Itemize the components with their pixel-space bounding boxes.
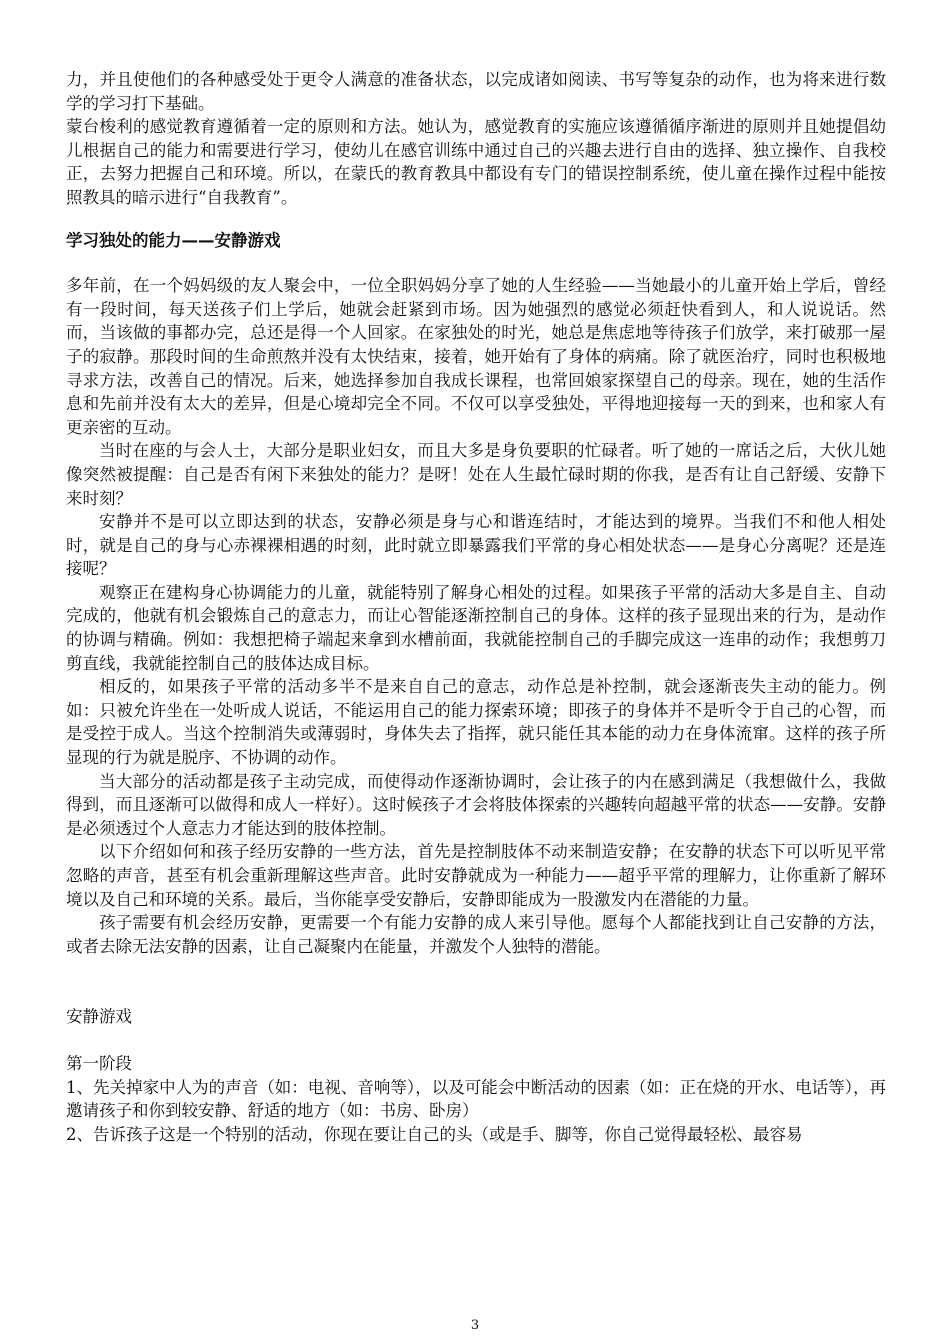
document-page	[66, 68, 886, 1146]
paragraph: 蒙台梭利的感觉教育遵循着一定的原则和方法。她认为，感觉教育的实施应该遵循循序渐进的原则并且她提倡幼儿根据自己的能力和需要进行学习，使幼儿在感官训练中通过自己的兴趣去进行自由的选择、独立操作、自我校正，去努力把握自己和环境。所以，在蒙氏的教育教具中都设有专门的错误控制系统，使儿童在操作过程中能按照教具的暗示进行“自我教育”。	[66, 117, 886, 207]
paragraph: 相反的，如果孩子平常的活动多半不是来自自己的意志，动作总是补控制，就会逐渐丧失主动的能力。例如：只被允许坐在一处听成人说话，不能运用自己的能力探索环境；即孩子的身体并不是听令于自己的心智，而是受控于成人。当这个控制消失或薄弱时，身体失去了指挥，就只能任其本能的动力在身体流窜。这样的孩子所显现的行为就是脱序、不协调的动作。	[66, 677, 886, 768]
paragraph: 当大部分的活动都是孩子主动完成，而使得动作逐渐协调时，会让孩子的内在感到满足（我想做什么，我做得到，而且逐渐可以做得和成人一样好）。这时候孩子才会将肢体探索的兴趣转向超越平常的状态——安静。安静是必须透过个人意志力才能达到的肢体控制。	[66, 771, 886, 838]
stage-title: 第一阶段	[66, 1053, 132, 1073]
paragraph: 观察正在建构身心协调能力的儿童，就能特别了解身心相处的过程。如果孩子平常的活动大多是自主、自动完成的，他就有机会锻炼自己的意志力，而让心智能逐渐控制自己的身体。这样的孩子显现出来的行为，是动作的协调与精确。例如：我想把椅子端起来拿到水槽前面，我就能控制自己的手脚完成这一连串的动作；我想剪刀剪直线，我就能控制自己的肢体达成目标。	[66, 582, 886, 673]
spacer	[66, 1029, 886, 1052]
paragraph: 以下介绍如何和孩子经历安静的一些方法，首先是控制肢体不动来制造安静；在安静的状态下可以听见平常忽略的声音，甚至有机会重新理解这些声音。此时安静就成为一种能力——超乎平常的理解力，让你重新了解环境以及自己和环境的关系。最后，当你能享受安静后，安静即能成为一股激发内在潜能的力量。	[66, 842, 886, 909]
paragraph: 当时在座的与会人士，大部分是职业妇女，而且大多是身负要职的忙碌者。听了她的一席话之后，大伙儿她像突然被提醒：自己是否有闲下来独处的能力？是呀！处在人生最忙碌时期的你我，是否有让自己舒缓、安静下来时刻？	[66, 441, 886, 508]
paragraph: 安静并不是可以立即达到的状态，安静必须是身与心和谐连结时，才能达到的境界。当我们不和他人相处时，就是自己的身与心赤裸裸相遇的时刻，此时就立即暴露我们平常的身心相处状态——是身心分离呢？还是连接呢？	[66, 512, 886, 579]
game-title: 安静游戏	[66, 1007, 132, 1027]
page-number: 3	[470, 1318, 480, 1333]
spacer	[66, 210, 886, 229]
paragraph: 孩子需要有机会经历安静，更需要一个有能力安静的成人来引导他。愿每个人都能找到让自己安静的方法，或者去除无法安静的因素，让自己凝聚内在能量，并激发个人独特的潜能。	[66, 913, 886, 956]
spacer	[66, 958, 886, 1005]
section-heading: 学习独处的能力——安静游戏	[66, 230, 281, 250]
paragraph: 力，并且使他们的各种感受处于更令人满意的准备状态，以完成诸如阅读、书写等复杂的动作，也为将来进行数学的学习打下基础。	[66, 70, 886, 113]
step-item: 1、先关掉家中人为的声音（如：电视、音响等），以及可能会中断活动的因素（如：正在烧的开水、电话等），再邀请孩子和你到较安静、舒适的地方（如：书房、卧房）	[66, 1077, 886, 1121]
paragraph: 多年前，在一个妈妈级的友人聚会中，一位全职妈妈分享了她的人生经验——当她最小的儿童开始上学后，曾经有一段时间，每天送孩子们上学后，她就会赶紧到市场。因为她强烈的感觉必须赶快看到人，和人说说话。然而，当该做的事都办完，总还是得一个人回家。在家独处的时光，她总是焦虑地等待孩子们放学，来打破那一屋子的寂静。那段时间的生命煎熬并没有太快结束，接着，她开始有了身体的病痛。除了就医治疗，同时也积极地寻求方法，改善自己的情况。后来，她选择参加自我成长课程，也常回娘家探望自己的母亲。现在，她的生活作息和先前并没有太大的差异，但是心境却完全不同。不仅可以享受独处，平得地迎接每一天的到来，也和家人有更亲密的互动。	[66, 276, 886, 437]
spacer	[66, 252, 886, 274]
step-item: 2、告诉孩子这是一个特别的活动，你现在要让自己的头（或是手、脚等，你自己觉得最轻松、最容易	[66, 1124, 803, 1144]
